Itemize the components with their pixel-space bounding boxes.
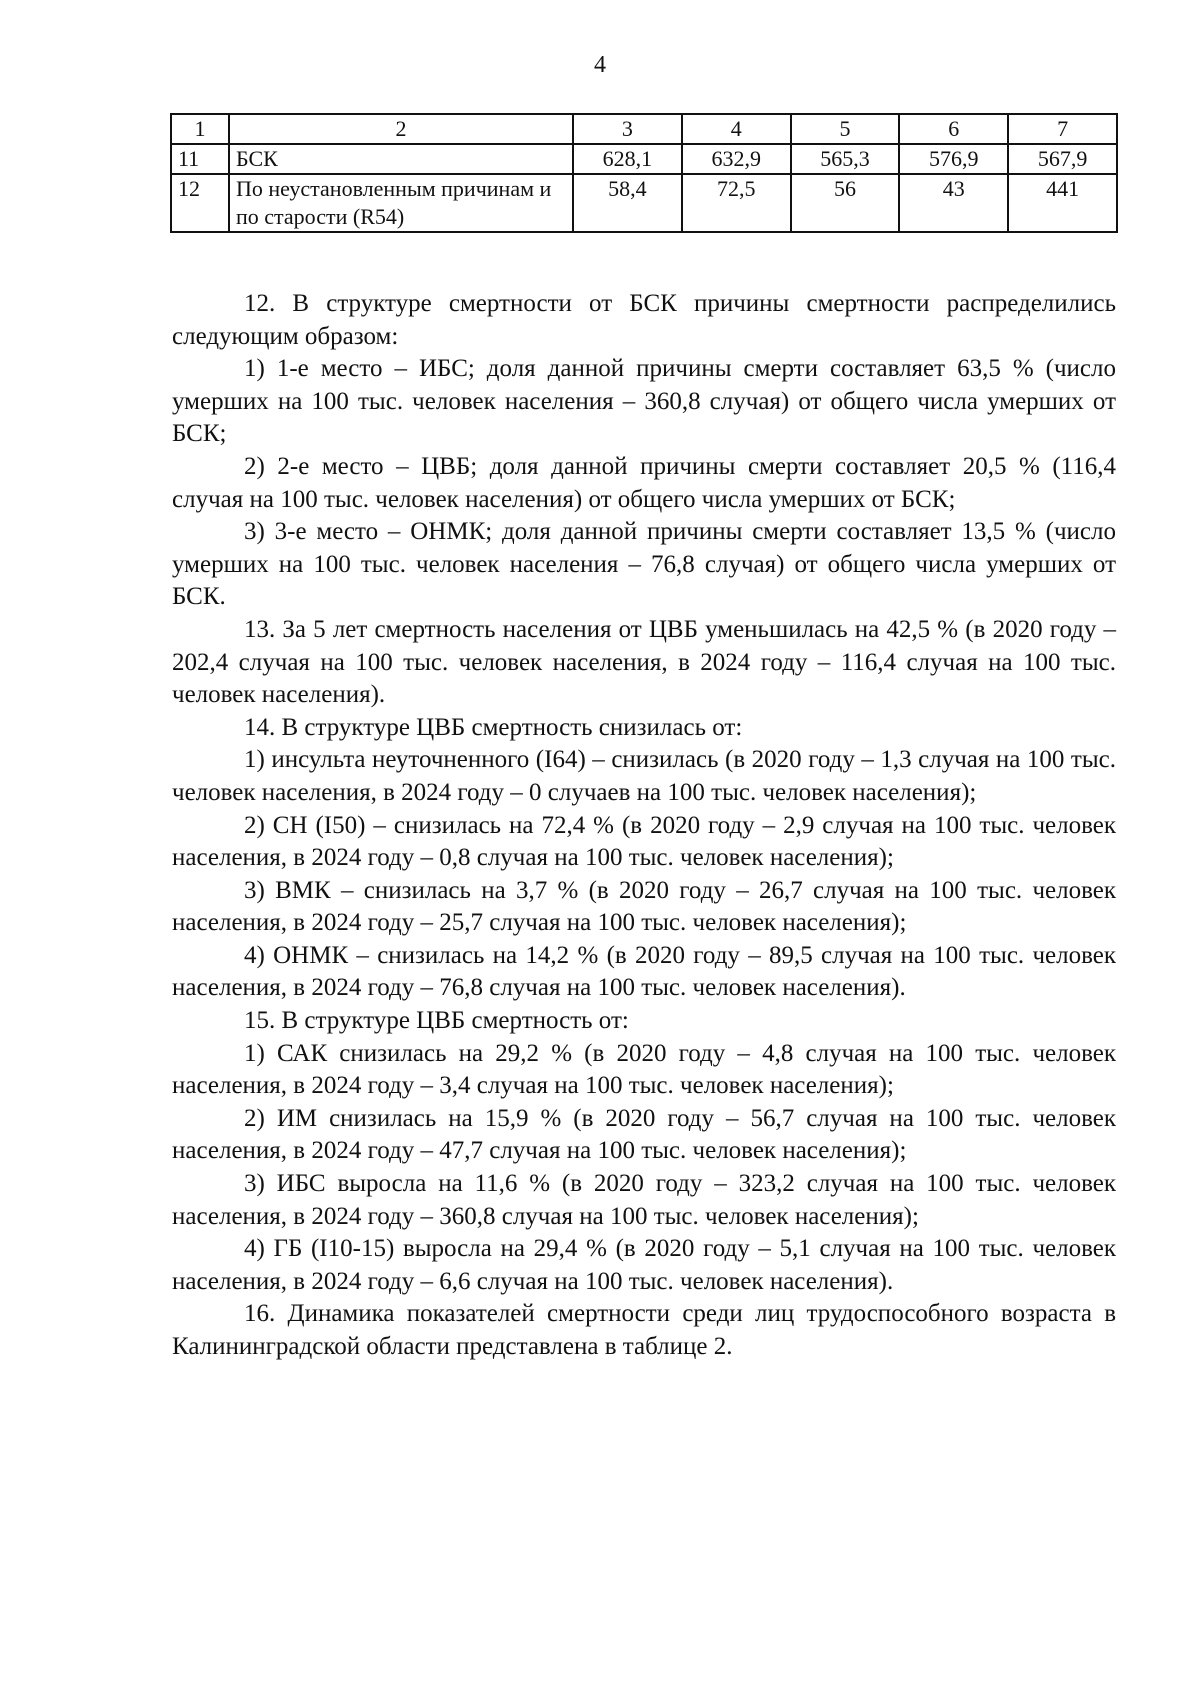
paragraph: 4) ГБ (I10-15) выросла на 29,4 % (в 2020 году – 5,1 случая на 100 тыс. человек населения, в 2024 году – 6,6 случая на 100 тыс. человек населения).	[172, 1235, 1116, 1295]
continued-table	[170, 113, 1118, 233]
table-row	[171, 174, 1117, 232]
value-cell: 58,4	[573, 174, 682, 232]
table-header-cell: 3	[573, 114, 682, 144]
table-header-cell: 4	[682, 114, 791, 144]
paragraph: 14. В структуре ЦВБ смертность снизилась от:	[244, 713, 743, 741]
value-cell: 43	[899, 174, 1008, 232]
paragraph: 1) инсульта неуточненного (I64) – снизилась (в 2020 году – 1,3 случая на 100 тыс. человек населения, в 2024 году – 0 случаев на 100 тыс. человек населения);	[172, 746, 1116, 806]
value-cell: 56	[791, 174, 900, 232]
paragraph: 3) ИБС выросла на 11,6 % (в 2020 году – 323,2 случая на 100 тыс. человек населения, в 2024 году – 360,8 случая на 100 тыс. человек населения);	[172, 1170, 1116, 1230]
body-text	[172, 288, 1116, 1364]
paragraph: 3) ВМК – снизилась на 3,7 % (в 2020 году – 26,7 случая на 100 тыс. человек населения, в 2024 году – 25,7 случая на 100 тыс. человек населения);	[172, 876, 1116, 937]
table-header-cell: 2	[229, 114, 573, 144]
paragraph: 2) 2-е место – ЦВБ; доля данной причины смерти составляет 20,5 % (116,4 случая на 100 тыс. человек населения) от общего числа умерших от БСК;	[172, 452, 1116, 513]
table-header-cell: 6	[899, 114, 1008, 144]
paragraph: 12. В структуре смертности от БСК причины смертности распределились следующим образом:	[172, 290, 1116, 350]
row-number-cell: 12	[171, 174, 229, 232]
value-cell: 72,5	[682, 174, 791, 232]
paragraph: 3) 3-е место – ОНМК; доля данной причины смерти составляет 13,5 % (число умерших на 100 тыс. человек населения – 76,8 случая) от общего числа умерших от БСК.	[172, 518, 1116, 611]
paragraph: 1) САК снизилась на 29,2 % (в 2020 году – 4,8 случая на 100 тыс. человек населения, в 2024 году – 3,4 случая на 100 тыс. человек населения);	[172, 1039, 1116, 1100]
table-header-row	[171, 114, 1117, 144]
paragraph: 4) ОНМК – снизилась на 14,2 % (в 2020 году – 89,5 случая на 100 тыс. человек населения, в 2024 году – 76,8 случая на 100 тыс. человек населения).	[172, 941, 1116, 1002]
table-header-cell: 5	[791, 114, 900, 144]
paragraph: 16. Динамика показателей смертности среди лиц трудоспособного возраста в Калининградской области представлена в таблице 2.	[172, 1300, 1116, 1360]
paragraph: 1) 1-е место – ИБС; доля данной причины смерти составляет 63,5 % (число умерших на 100 тыс. человек населения – 360,8 случая) от общего числа умерших от БСК;	[172, 355, 1116, 448]
row-number-cell: 11	[171, 144, 229, 174]
paragraph: 2) СН (I50) – снизилась на 72,4 % (в 2020 году – 2,9 случая на 100 тыс. человек населения, в 2024 году – 0,8 случая на 100 тыс. человек населения);	[172, 811, 1116, 872]
paragraph: 2) ИМ снизилась на 15,9 % (в 2020 году – 56,7 случая на 100 тыс. человек населения, в 2024 году – 47,7 случая на 100 тыс. человек населения);	[172, 1104, 1116, 1165]
value-cell: 567,9	[1008, 144, 1117, 174]
value-cell: 565,3	[791, 144, 900, 174]
table-row	[171, 144, 1117, 174]
value-cell: 628,1	[573, 144, 682, 174]
row-name-cell: БСК	[229, 144, 573, 174]
paragraph: 13. За 5 лет смертность населения от ЦВБ уменьшилась на 42,5 % (в 2020 году – 202,4 случая на 100 тыс. человек населения, в 2024 году – 116,4 случая на 100 тыс. человек населения).	[172, 615, 1116, 709]
value-cell: 632,9	[682, 144, 791, 174]
value-cell: 576,9	[899, 144, 1008, 174]
paragraph: 15. В структуре ЦВБ смертность от:	[244, 1007, 629, 1035]
table-header-cell: 1	[171, 114, 229, 144]
table-header-cell: 7	[1008, 114, 1117, 144]
row-name-cell: По неустановленным причинам и по старости (R54)	[229, 174, 573, 232]
page-number: 4	[594, 52, 606, 78]
value-cell: 441	[1008, 174, 1117, 232]
